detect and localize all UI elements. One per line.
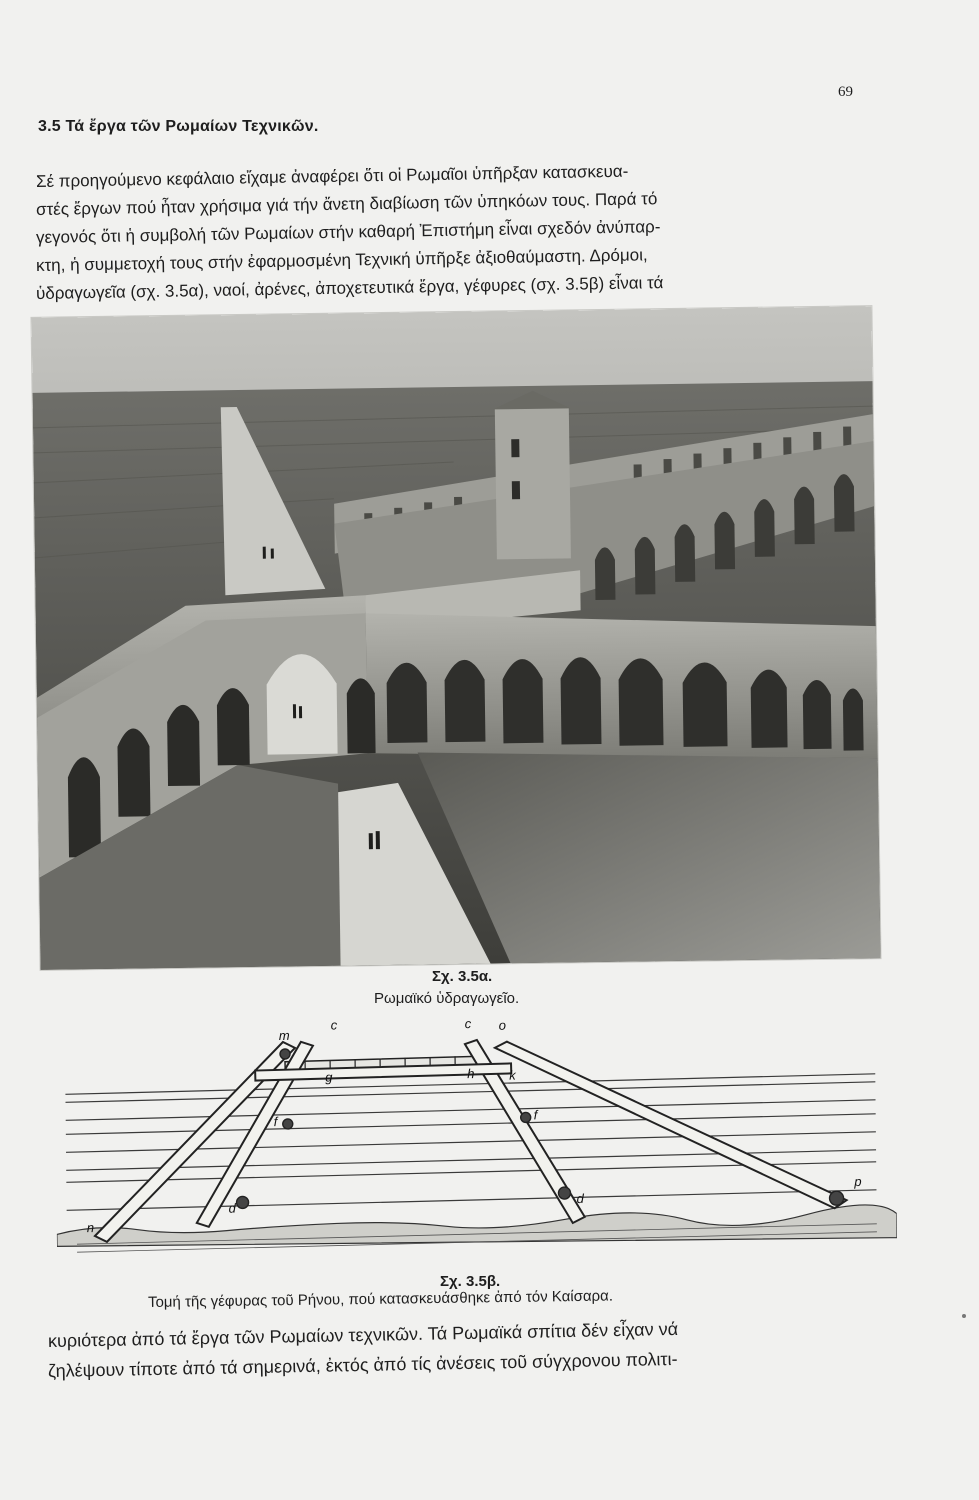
text-line: ζηλέψουν τίποτε ἀπό τά σημερινά, ἐκτός ἀπό τίς ἀνέσεις τοῦ σύγχρονου πολιτι- xyxy=(47,1348,678,1381)
figure-a-caption: Ρωμαϊκό ὑδραγωγεῖο. xyxy=(374,990,520,1007)
margin-dot xyxy=(962,1314,966,1318)
figure-a-number: Σχ. 3.5α. xyxy=(432,968,493,985)
label-m: m xyxy=(278,1027,290,1044)
label-o: o xyxy=(498,1017,507,1033)
label-k: k xyxy=(509,1067,516,1083)
bridge-section-diagram xyxy=(55,1014,898,1281)
figure-b-caption: Τομή τῆς γέφυρας τοῦ Ρήνου, πού κατασκευάσθηκε ἀπό τόν Καίσαρα. xyxy=(147,1287,614,1311)
label-c: c xyxy=(464,1016,472,1032)
label-f: f xyxy=(533,1107,538,1123)
text-line: κυριότερα ἀπό τά ἔργα τῶν Ρωμαίων τεχνικῶν. Τά Ρωμαϊκά σπίτια δέν εἶχαν νά xyxy=(47,1318,679,1351)
label-h: h xyxy=(467,1066,475,1082)
text-line: Σέ προηγούμενο κεφάλαιο εἴχαμε ἀναφέρει ὅτι οἱ Ρωμαῖοι ὑπῆρξαν κατασκευα- xyxy=(35,161,629,191)
label-f: f xyxy=(273,1114,278,1130)
text-line: κτη, ἡ συμμετοχή τους στήν ἐφαρμοσμένη Τεχνική ὑπῆρξε ἀξιοθαύμαστη. Δρόμοι, xyxy=(35,245,648,275)
label-d: d xyxy=(576,1190,584,1206)
text-line: ὑδραγωγεῖα (σχ. 3.5α), ναοί, ἀρένες, ἀποχετευτικά ἔργα, γέφυρες (σχ. 3.5β) εἶναι τά xyxy=(35,273,664,303)
closing-paragraph xyxy=(47,1318,908,1386)
page-number: 69 xyxy=(838,84,853,100)
label-p: p xyxy=(854,1173,862,1190)
text-line: γεγονός ὅτι ἡ συμβολή τῶν Ρωμαίων στήν καθαρή Ἐπιστήμη εἶναι σχεδόν ἀνύπαρ- xyxy=(35,217,661,247)
label-c: c xyxy=(330,1017,338,1033)
intro-paragraph xyxy=(35,161,916,308)
section-heading: 3.5 Τά ἔργα τῶν Ρωμαίων Τεχνικῶν. xyxy=(38,118,319,135)
text-line: στές ἔργων πού ἦταν χρήσιμα γιά τήν ἄνετη διαβίωση τῶν ὑπηκόων τους. Παρά τό xyxy=(35,189,658,219)
aqueduct-photo xyxy=(31,306,880,970)
label-g: g xyxy=(325,1069,333,1085)
label-n: n xyxy=(86,1220,95,1236)
figure-b-number: Σχ. 3.5β. xyxy=(440,1273,501,1290)
label-d: d xyxy=(228,1200,236,1216)
